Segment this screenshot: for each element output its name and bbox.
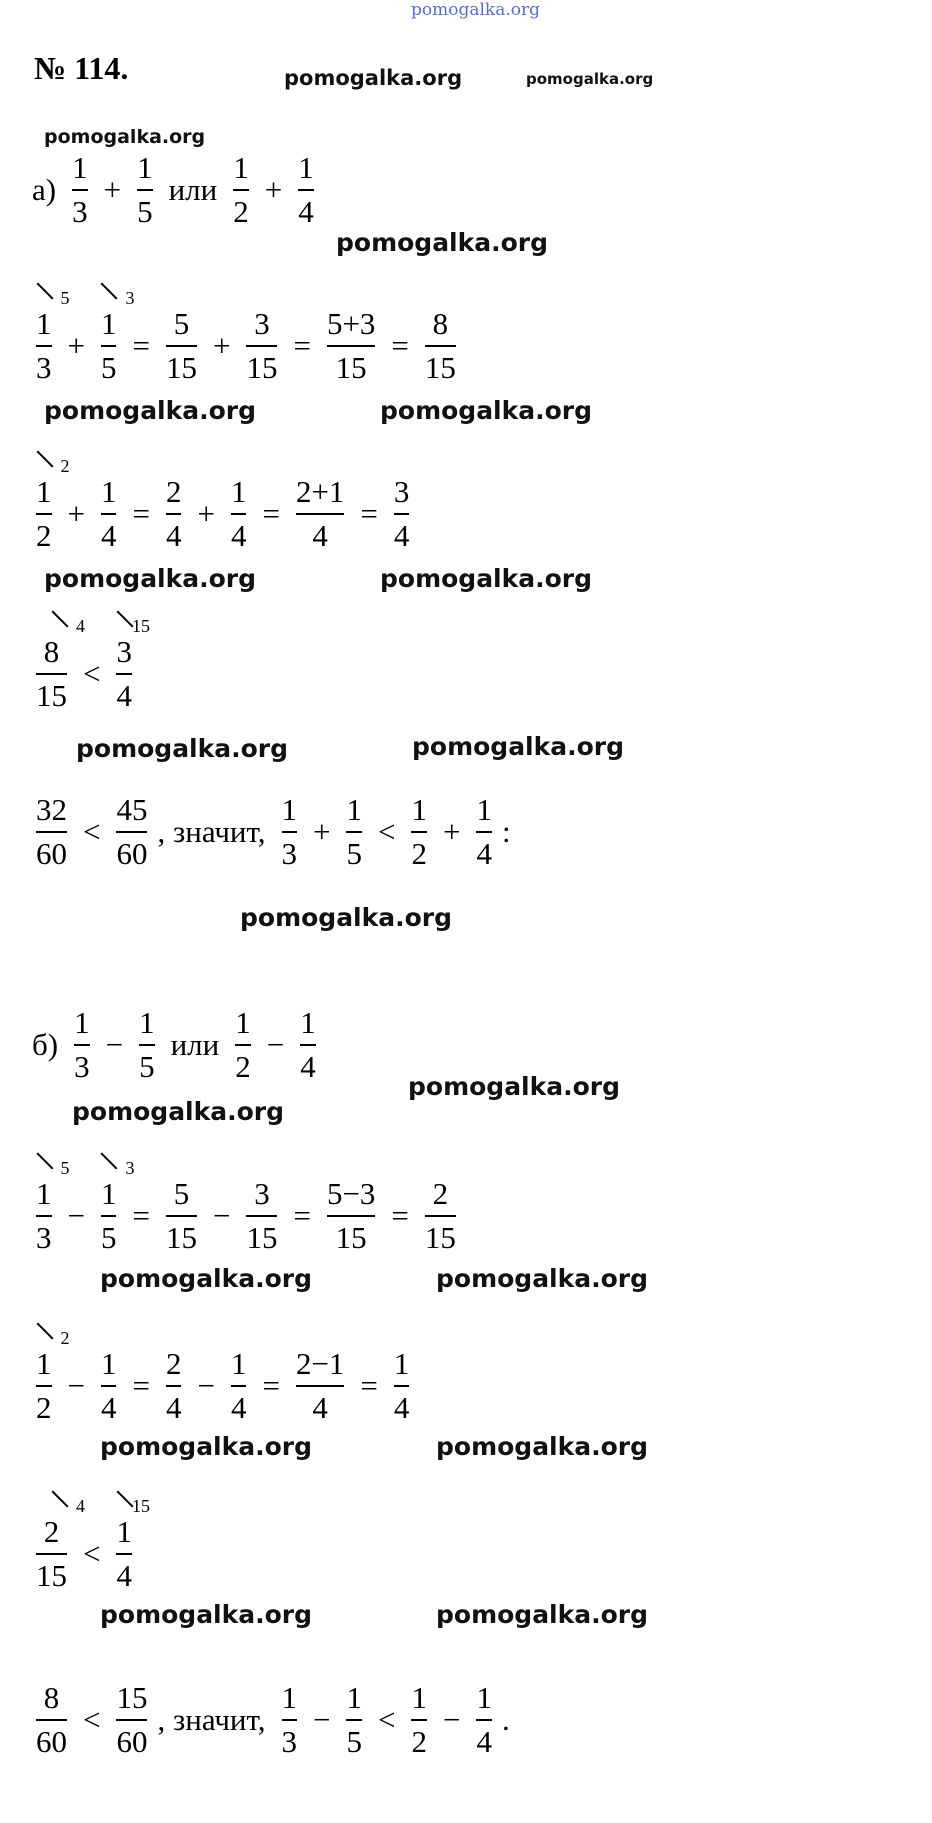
top-watermark: pomogalka.org — [411, 0, 541, 20]
part-b-compare: 2 15 4 < 1 4 15 — [32, 1514, 136, 1594]
fraction: 1 2 2 — [32, 1348, 56, 1424]
fraction: $\frac{1}{5}$ — [346, 1680, 362, 1759]
watermark: pomogalka.org — [436, 1600, 649, 1629]
fraction: 1 5 3 — [97, 308, 121, 384]
fraction: $\frac{1}{3}$ — [281, 792, 297, 871]
problem-number: № 114. — [34, 50, 129, 86]
fraction: $\frac{3}{4}$ — [393, 474, 410, 553]
fraction: 1 3 5 — [32, 1178, 56, 1254]
fraction: $\frac{1}{5}$ — [346, 792, 362, 871]
fraction: $\frac{1}{4}$ — [476, 1680, 492, 1759]
watermark: pomogalka.org — [336, 228, 549, 257]
fraction: $\frac{2}{4}$ — [165, 1346, 182, 1425]
fraction: $\frac{1}{3}$ — [74, 1005, 90, 1084]
watermark: pomogalka.org — [380, 396, 593, 425]
fraction: $\frac{1}{2}$ — [411, 1680, 427, 1759]
fraction: 1 2 2 — [32, 476, 56, 552]
fraction: $\frac{5}{15}$ — [165, 1176, 197, 1255]
fraction: $\frac{45}{60}$ — [116, 792, 148, 871]
or-word: или — [168, 172, 218, 207]
conclusion-word: , значит, — [157, 1702, 266, 1737]
fraction: $\frac{1}{4}$ — [100, 474, 117, 553]
watermark: pomogalka.org — [526, 70, 654, 88]
fraction: $\frac{5-3}{15}$ — [326, 1176, 376, 1255]
watermark: pomogalka.org — [412, 732, 625, 761]
or-word: или — [170, 1027, 220, 1062]
watermark: pomogalka.org — [284, 66, 463, 90]
fraction: $\frac{1}{4}$ — [230, 474, 247, 553]
part-b-diff-2: 1 2 2 − $\frac{1}{4}$ = $\frac{2}{4}$ − $\frac{1}{4}$ = $\frac{2-1}{4}$ = $\frac{1}{4}$ — [32, 1346, 413, 1426]
watermark: pomogalka.org — [72, 1097, 285, 1126]
fraction: $\frac{1}{3}$ — [72, 150, 88, 229]
fraction: $\frac{1}{2}$ — [235, 1005, 251, 1084]
fraction: $\frac{1}{4}$ — [298, 150, 314, 229]
watermark: pomogalka.org — [100, 1600, 313, 1629]
fraction: $\frac{2-1}{4}$ — [295, 1346, 345, 1425]
fraction: $\frac{1}{4}$ — [300, 1005, 316, 1084]
watermark: pomogalka.org — [44, 564, 257, 593]
fraction: 2 15 4 — [32, 1516, 71, 1592]
fraction: $\frac{1}{2}$ — [411, 792, 427, 871]
fraction: 3 4 15 — [112, 636, 136, 712]
conclusion-word: , значит, — [157, 814, 266, 849]
fraction: $\frac{32}{60}$ — [36, 792, 67, 871]
fraction: 1 4 15 — [112, 1516, 136, 1592]
watermark: pomogalka.org — [44, 126, 206, 148]
fraction: 8 15 4 — [32, 636, 71, 712]
fraction: $\frac{2+1}{4}$ — [295, 474, 345, 553]
part-b-conclusion: $\frac{8}{60}$ < $\frac{15}{60}$ , значит, $\frac{1}{3}$ − $\frac{1}{5}$ < $\frac{1}{2}$ − $\frac{1}{4}$ . — [32, 1680, 510, 1760]
watermark: pomogalka.org — [240, 903, 453, 932]
fraction: $\frac{2}{4}$ — [165, 474, 182, 553]
part-a-statement: а) $\frac{1}{3}$ + $\frac{1}{5}$ или $\frac{1}{2}$ + $\frac{1}{4}$ — [32, 150, 318, 230]
fraction: 1 5 3 — [97, 1178, 121, 1254]
part-b-label: б) — [32, 1027, 59, 1062]
watermark: pomogalka.org — [76, 734, 289, 763]
watermark: pomogalka.org — [44, 396, 257, 425]
part-a-conclusion: $\frac{32}{60}$ < $\frac{45}{60}$ , значит, $\frac{1}{3}$ + $\frac{1}{5}$ < $\frac{1}{2}$ + $\frac{1}{4}$ : — [32, 792, 511, 872]
fraction: $\frac{2}{15}$ — [424, 1176, 456, 1255]
part-a-sum-2: 1 2 2 + $\frac{1}{4}$ = $\frac{2}{4}$ + $\frac{1}{4}$ = $\frac{2+1}{4}$ = $\frac{3}{4}$ — [32, 474, 413, 554]
watermark: pomogalka.org — [100, 1432, 313, 1461]
fraction: $\frac{5}{15}$ — [165, 306, 197, 385]
fraction: $\frac{1}{2}$ — [233, 150, 249, 229]
watermark: pomogalka.org — [380, 564, 593, 593]
watermark: pomogalka.org — [408, 1072, 621, 1101]
fraction: $\frac{8}{60}$ — [36, 1680, 67, 1759]
fraction: $\frac{1}{3}$ — [281, 1680, 297, 1759]
watermark: pomogalka.org — [436, 1264, 649, 1293]
watermark: pomogalka.org — [100, 1264, 313, 1293]
fraction: $\frac{1}{5}$ — [137, 150, 153, 229]
fraction: $\frac{3}{15}$ — [246, 306, 278, 385]
fraction: $\frac{1}{4}$ — [100, 1346, 117, 1425]
part-b-statement: б) $\frac{1}{3}$ − $\frac{1}{5}$ или $\frac{1}{2}$ − $\frac{1}{4}$ — [32, 1005, 320, 1085]
fraction: $\frac{5+3}{15}$ — [326, 306, 376, 385]
fraction: $\frac{15}{60}$ — [116, 1680, 148, 1759]
fraction: $\frac{1}{4}$ — [476, 792, 492, 871]
fraction: $\frac{3}{15}$ — [246, 1176, 278, 1255]
watermark: pomogalka.org — [436, 1432, 649, 1461]
fraction: $\frac{1}{4}$ — [230, 1346, 247, 1425]
fraction: $\frac{8}{15}$ — [424, 306, 456, 385]
fraction: 1 3 5 — [32, 308, 56, 384]
part-b-diff-1: 1 3 5 − 1 5 3 = $\frac{5}{15}$ − $\frac{3}{15}$ = $\frac{5-3}{15}$ = $\frac{2}{15}$ — [32, 1176, 460, 1256]
part-a-sum-1: 1 3 5 + 1 5 3 = $\frac{5}{15}$ + $\frac{3}{15}$ = $\frac{5+3}{15}$ = $\frac{8}{15}$ — [32, 306, 460, 386]
fraction: $\frac{1}{5}$ — [139, 1005, 155, 1084]
fraction: $\frac{1}{4}$ — [393, 1346, 410, 1425]
part-a-label: а) — [32, 172, 57, 207]
part-a-compare: 8 15 4 < 3 4 15 — [32, 634, 136, 714]
